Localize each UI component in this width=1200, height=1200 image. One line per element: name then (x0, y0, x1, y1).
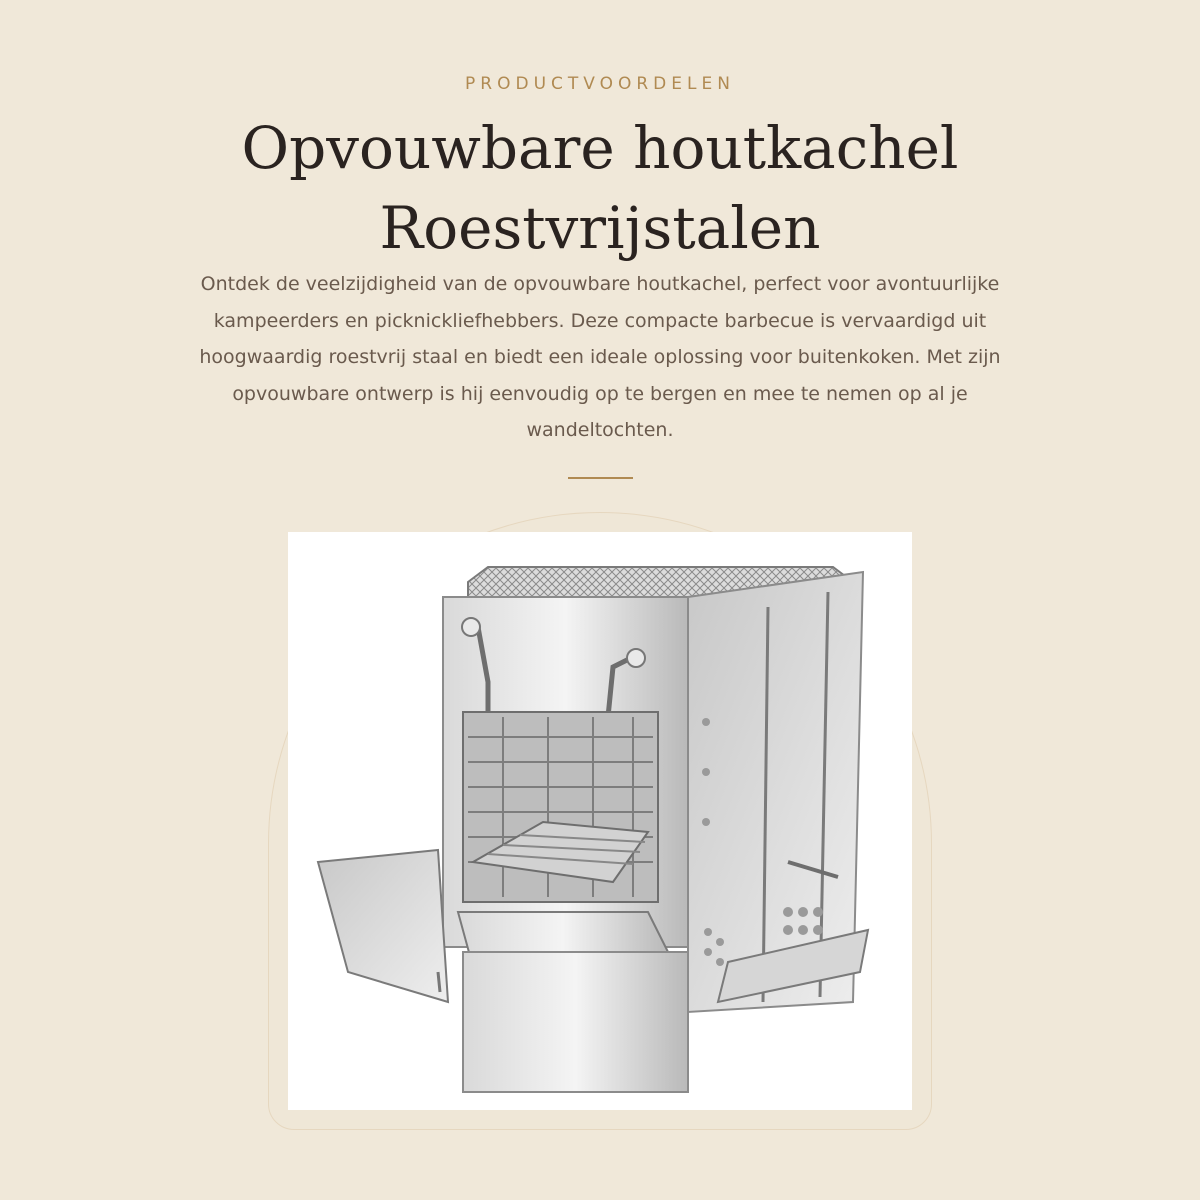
title-line-2: Roestvrijstalen (379, 194, 821, 262)
accent-divider (568, 477, 633, 479)
ash-drawer (463, 952, 688, 1092)
product-description: Ontdek de veelzijdigheid van de opvouwbare houtkachel, perfect voor avontuurlijke kampeerders en picknickliefhebbers. Deze compacte barbecue is vervaardigd uit hoogwaardig roestvrij staal en biedt een ideale oplossing voor buitenkoken. Met zijn opvouwbare ontwerp is hij eenvoudig op te bergen en mee te nemen op al je wandeltochten. (199, 273, 1001, 441)
left-side-tray (318, 850, 448, 1002)
product-image (288, 532, 912, 1110)
title-line-1: Opvouwbare houtkachel (241, 114, 959, 182)
section-eyebrow: PRODUCTVOORDELEN (465, 74, 735, 94)
page-title (0, 108, 1200, 268)
wood-stove-illustration (288, 532, 912, 1110)
